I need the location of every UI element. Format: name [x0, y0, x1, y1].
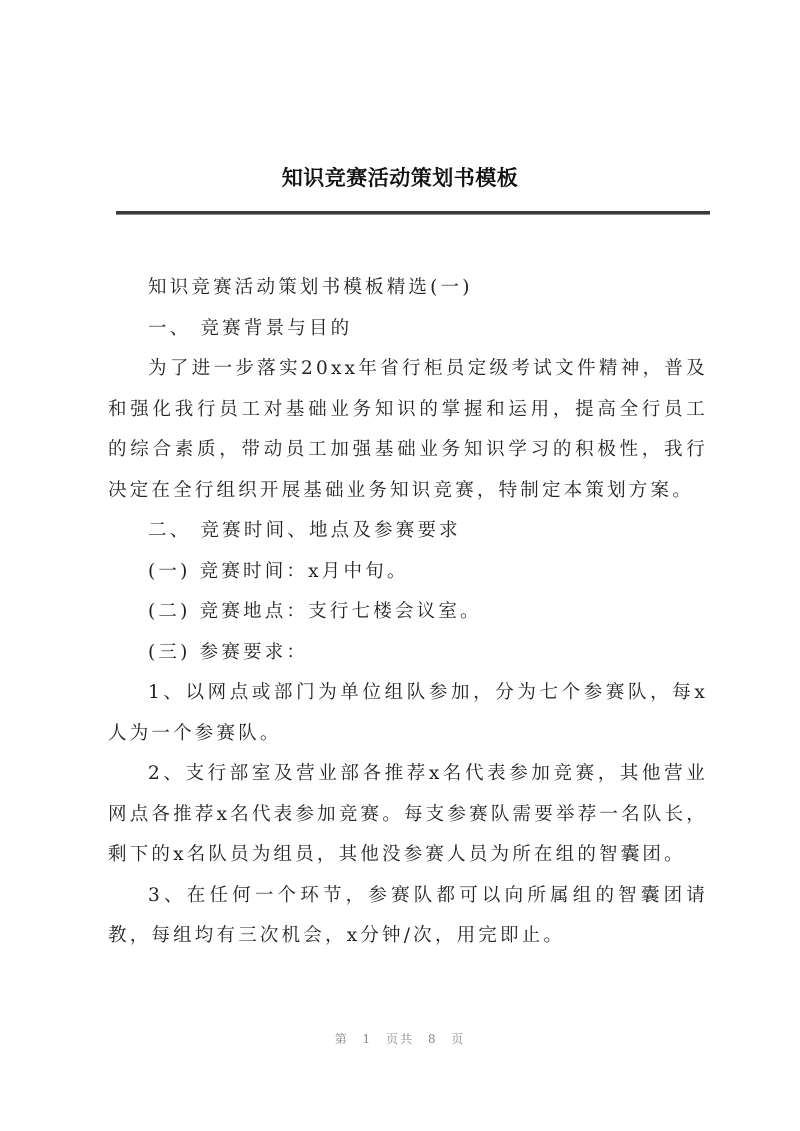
heading-background-purpose: 一、 竞赛背景与目的	[148, 317, 353, 339]
requirement-2: 2、支行部室及营业部各推荐x名代表参加竞赛，其他营业网点各推荐x名代表参加竞赛。每支参赛队需要举荐一名队长，剩下的x名队员为组员，其他没参赛人员为所在组的智囊团。	[108, 763, 708, 865]
page-number-footer: 第 1 页共 8 页	[334, 1032, 466, 1046]
document-body	[108, 268, 708, 957]
requirement-3: 3、在任何一个环节，参赛队都可以向所属组的智囊团请教，每组均有三次机会，x分钟/次，用完即止。	[108, 884, 708, 946]
item-participation-requirements: (三) 参赛要求：	[148, 641, 309, 663]
document-title: 知识竞赛活动策划书模板	[281, 166, 519, 190]
item-competition-location: (二) 竞赛地点：支行七楼会议室。	[148, 601, 482, 622]
item-competition-time: (一) 竞赛时间：x月中旬。	[148, 560, 409, 582]
paragraph-background: 为了进一步落实20xx年省行柜员定级考试文件精神，普及和强化我行员工对基础业务知识的掌握和运用，提高全行员工的综合素质，带动员工加强基础业务知识学习的积极性，我行决定在全行组织开展基础业务知识竞赛，特制定本策划方案。	[108, 358, 708, 501]
section-subtitle: 知识竞赛活动策划书模板精选(一)	[148, 277, 473, 298]
heading-time-location-requirements: 二、 竞赛时间、地点及参赛要求	[148, 520, 461, 541]
title-divider	[116, 211, 710, 215]
requirement-1: 1、以网点或部门为单位组队参加，分为七个参赛队，每x人为一个参赛队。	[108, 682, 708, 744]
